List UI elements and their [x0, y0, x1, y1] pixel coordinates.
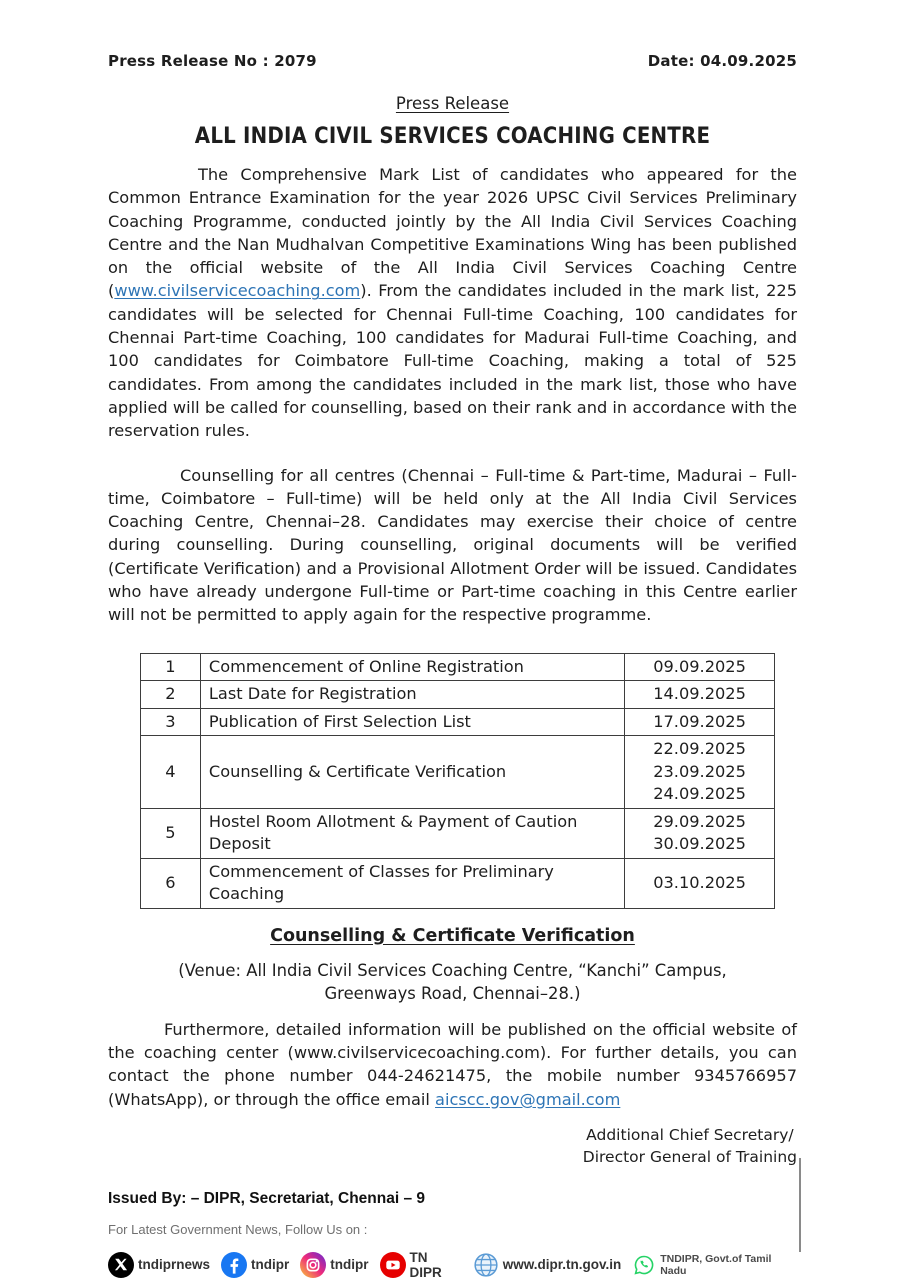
venue-line-1: (Venue: All India Civil Services Coaching Centre, “Kanchi” Campus,	[178, 960, 727, 980]
date-cell: 29.09.2025 30.09.2025	[625, 808, 775, 858]
social-item-whatsapp[interactable]	[632, 1253, 797, 1277]
row-number-cell: 4	[141, 736, 201, 809]
whatsapp-icon	[632, 1253, 656, 1277]
social-label: tndiprnews	[138, 1257, 211, 1273]
event-cell: Publication of First Selection List	[200, 708, 624, 736]
paragraph-text: Furthermore, detailed information will be published on the official website of the coaching center (www.civilservicecoaching.com). For further details, you can contact the phone number 044-24621475, the mobile number 9345766957 (WhatsApp), or through the office email	[108, 1019, 797, 1109]
social-label: TN DIPR	[409, 1249, 442, 1280]
row-number-cell: 3	[141, 708, 201, 736]
event-cell: Hostel Room Allotment & Payment of Caution Deposit	[200, 808, 624, 858]
social-item-facebook[interactable]	[221, 1252, 289, 1278]
right-edge-divider	[799, 1158, 801, 1252]
signature-block	[583, 1124, 797, 1168]
social-media-row	[108, 1250, 797, 1280]
page-title: ALL INDIA CIVIL SERVICES COACHING CENTRE	[194, 124, 711, 149]
social-item-website[interactable]	[473, 1252, 622, 1278]
date-cell: 17.09.2025	[625, 708, 775, 736]
table-row	[141, 681, 775, 709]
social-label: www.dipr.tn.gov.in	[502, 1257, 622, 1273]
press-release-number: Press Release No : 2079	[108, 52, 317, 70]
date-cell: 03.10.2025	[625, 858, 775, 908]
table-row	[141, 708, 775, 736]
paragraph-mark-list	[108, 163, 797, 443]
event-cell: Commencement of Classes for Preliminary Coaching	[200, 858, 624, 908]
event-cell: Last Date for Registration	[200, 681, 624, 709]
venue-line-2: Greenways Road, Chennai–28.)	[324, 983, 581, 1003]
x-icon	[108, 1252, 134, 1278]
social-item-youtube[interactable]	[380, 1250, 462, 1280]
paragraph-text: ). From the candidates included in the mark list, 225 candidates will be selected for Chennai Full-time Coaching, 100 candidates for Chennai Part-time Coaching, 100 candidates for Madurai Full-time Coaching, and 100 candidates for Coimbatore Full-time Coaching, making a total of 525 candidates. From among the candidates included in the mark list, those who have applied will be called for counselling, based on their rank and in accordance with the reservation rules.	[108, 281, 797, 441]
table-row	[141, 736, 775, 809]
social-item-instagram[interactable]	[300, 1252, 368, 1278]
email-link[interactable]: aicscc.gov@gmail.com	[435, 1089, 621, 1109]
date-cell: 09.09.2025	[625, 653, 775, 681]
paragraph-furthermore	[108, 1018, 797, 1111]
row-number-cell: 2	[141, 681, 201, 709]
date-cell: 14.09.2025	[625, 681, 775, 709]
table-row	[141, 653, 775, 681]
instagram-icon	[300, 1252, 326, 1278]
social-label: tndipr	[251, 1257, 290, 1273]
row-number-cell: 1	[141, 653, 201, 681]
signature-line-2: Director General of Training	[582, 1147, 797, 1166]
signature-line-1: Additional Chief Secretary/	[586, 1125, 794, 1144]
paragraph-text: The Comprehensive Mark List of candidates who appeared for the Common Entrance Examination for the year 2026 UPSC Civil Services Preliminary Coaching Programme, conducted jointly by the All India Civil Services Coaching Centre and the Nan Mudhalvan Competitive Examinations Wing has been published on the official website of the All India Civil Services Coaching Centre (	[108, 165, 797, 301]
schedule-table	[140, 653, 775, 909]
event-cell: Commencement of Online Registration	[200, 653, 624, 681]
issued-by-text: Issued By: – DIPR, Secretariat, Chennai – 9	[108, 1189, 426, 1207]
event-cell: Counselling & Certificate Verification	[200, 736, 624, 809]
section-heading-counselling: Counselling & Certificate Verification	[270, 925, 635, 946]
follow-us-text: For Latest Government News, Follow Us on :	[108, 1221, 368, 1237]
social-label: TNDIPR, Govt.of Tamil Nadu	[660, 1252, 772, 1277]
venue-text	[108, 959, 797, 1005]
social-label: tndipr	[330, 1257, 369, 1273]
document-header	[108, 52, 797, 70]
table-row	[141, 808, 775, 858]
facebook-icon	[221, 1252, 247, 1278]
press-release-subtitle: Press Release	[395, 94, 510, 113]
website-link[interactable]: www.civilservicecoaching.com	[114, 281, 361, 301]
date-cell: 22.09.2025 23.09.2025 24.09.2025	[625, 736, 775, 809]
paragraph-counselling: Counselling for all centres (Chennai – Full-time & Part-time, Madurai – Full-time, Coimbatore – Full-time) will be held only at the All India Civil Services Coaching Centre, Chennai–28. Candidates may exercise their choice of centre during counselling. During counselling, original documents will be verified (Certificate Verification) and a Provisional Allotment Order will be issued. Candidates who have already undergone Full-time or Part-time coaching in this Centre earlier will not be permitted to apply again for the respective programme.	[108, 465, 797, 625]
table-row	[141, 858, 775, 908]
row-number-cell: 5	[141, 808, 201, 858]
globe-icon	[473, 1252, 499, 1278]
row-number-cell: 6	[141, 858, 201, 908]
social-item-x[interactable]	[108, 1252, 210, 1278]
youtube-icon	[380, 1252, 406, 1278]
press-release-date: Date: 04.09.2025	[647, 52, 797, 70]
